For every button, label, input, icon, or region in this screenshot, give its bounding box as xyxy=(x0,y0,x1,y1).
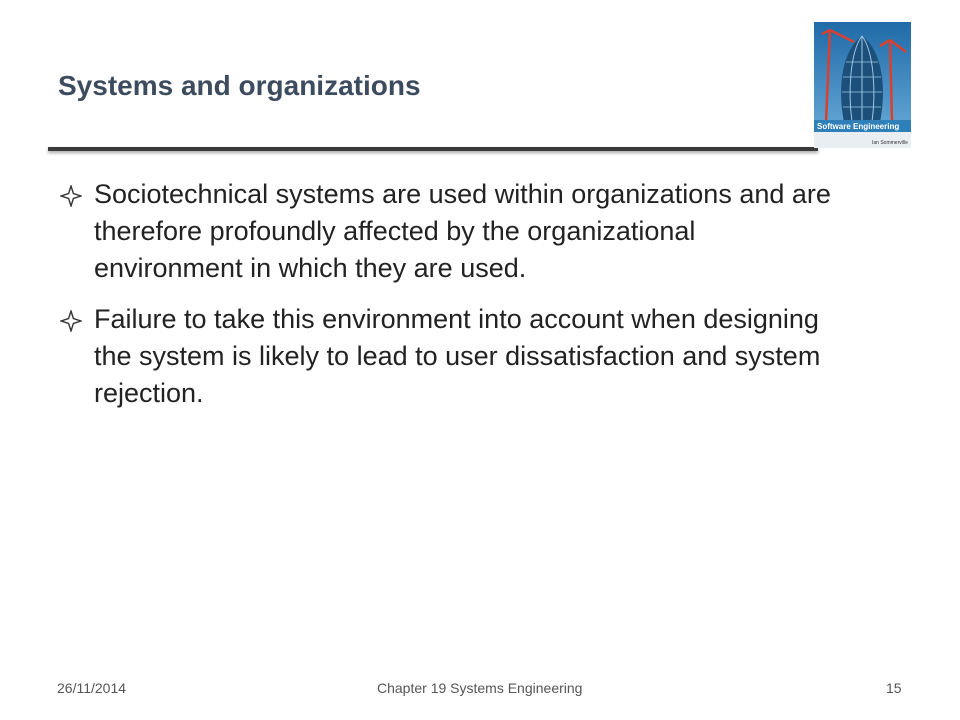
slide-title: Systems and organizations xyxy=(58,70,421,101)
book-cover-image xyxy=(814,22,911,148)
bullet-item xyxy=(60,176,850,287)
bullet-text: Failure to take this environment into account when designing the system is likely to lead to user dissatisfaction and system rejection. xyxy=(94,304,821,408)
bullet-list xyxy=(60,176,850,426)
footer-chapter: Chapter 19 Systems Engineering xyxy=(377,680,583,696)
four-point-star-outline-icon xyxy=(60,185,82,207)
cover-title: Software Engineering xyxy=(817,122,900,131)
bullet-item xyxy=(60,301,850,412)
four-point-star-outline-icon xyxy=(60,310,82,332)
cover-author: Ian Sommerville xyxy=(872,140,908,146)
title-divider xyxy=(48,147,818,151)
footer-date: 26/11/2014 xyxy=(57,680,127,696)
bullet-text: Sociotechnical systems are used within organizations and are therefore profoundly affected by the organizational environment in which they are used. xyxy=(94,179,831,283)
footer-page-number: 15 xyxy=(886,680,902,696)
